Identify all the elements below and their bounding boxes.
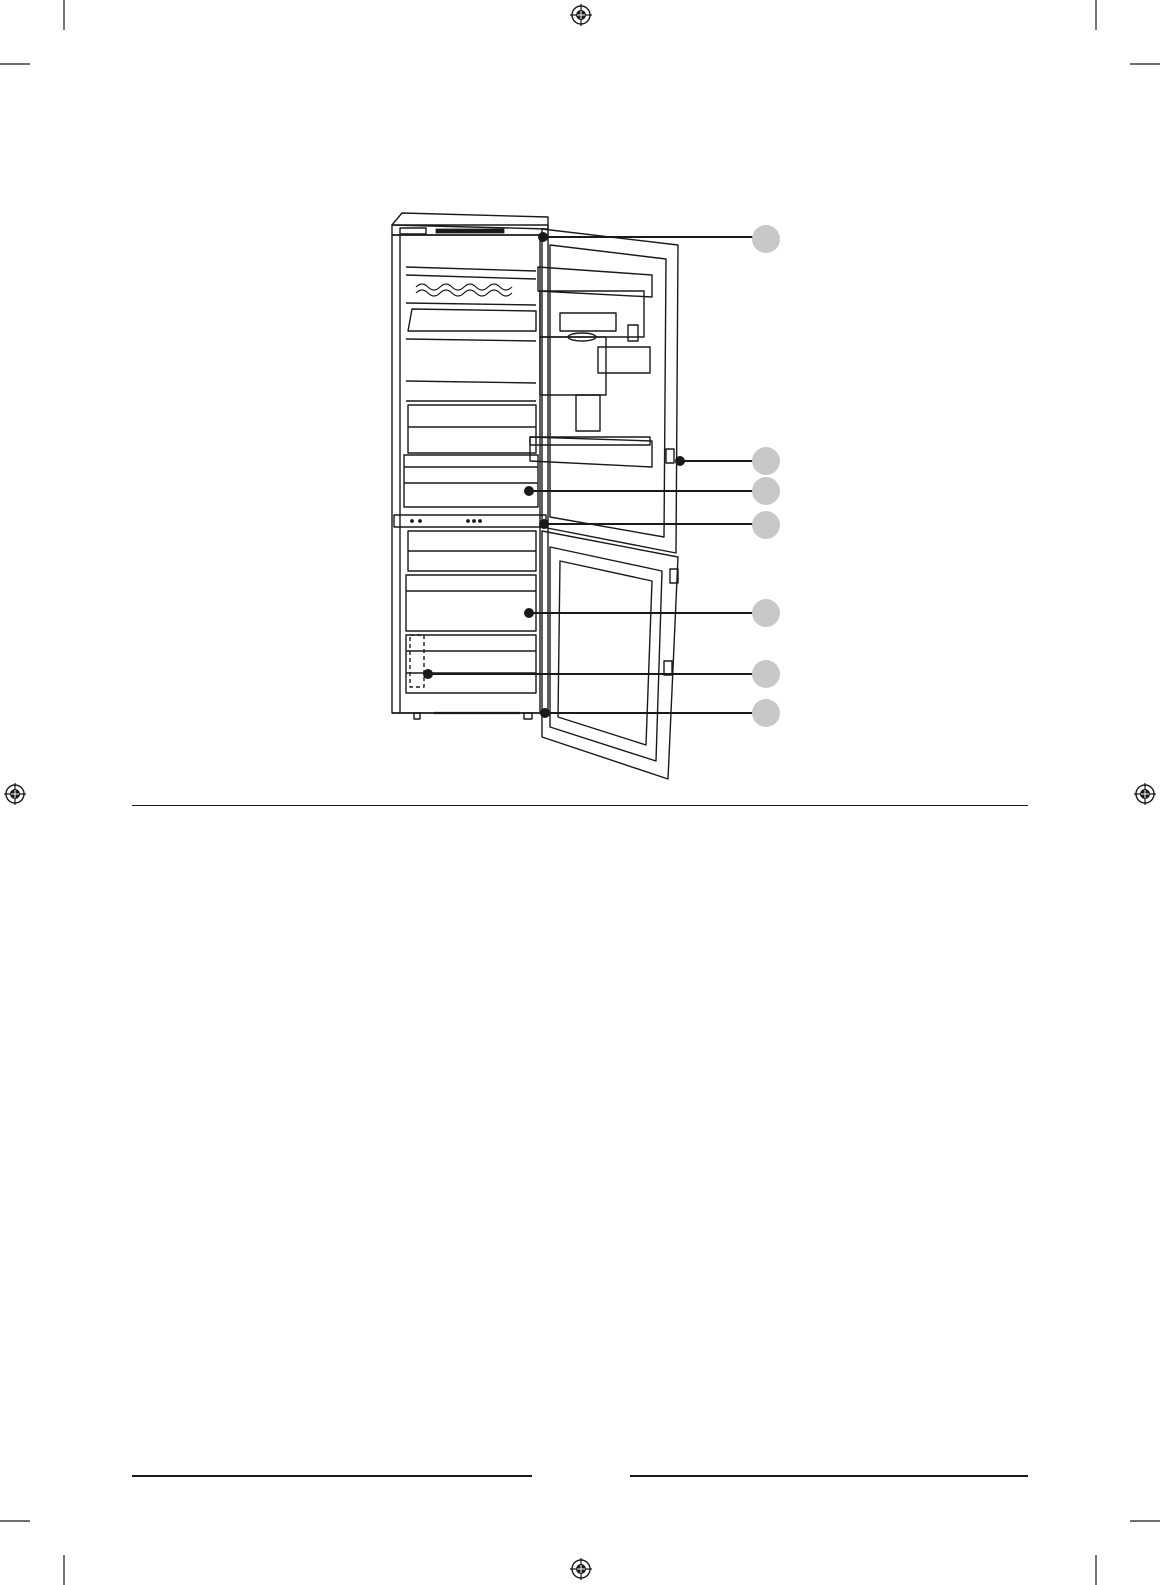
callout-2 (752, 447, 780, 475)
callout-6 (752, 660, 780, 688)
callout-5 (752, 599, 780, 627)
footer-rule-left (132, 1475, 532, 1477)
callout-3 (752, 477, 780, 505)
callout-4 (752, 511, 780, 539)
callout-1 (752, 225, 780, 253)
footer-rule-right (630, 1475, 1028, 1477)
callout-7 (752, 699, 780, 727)
figure-divider (132, 805, 1028, 806)
